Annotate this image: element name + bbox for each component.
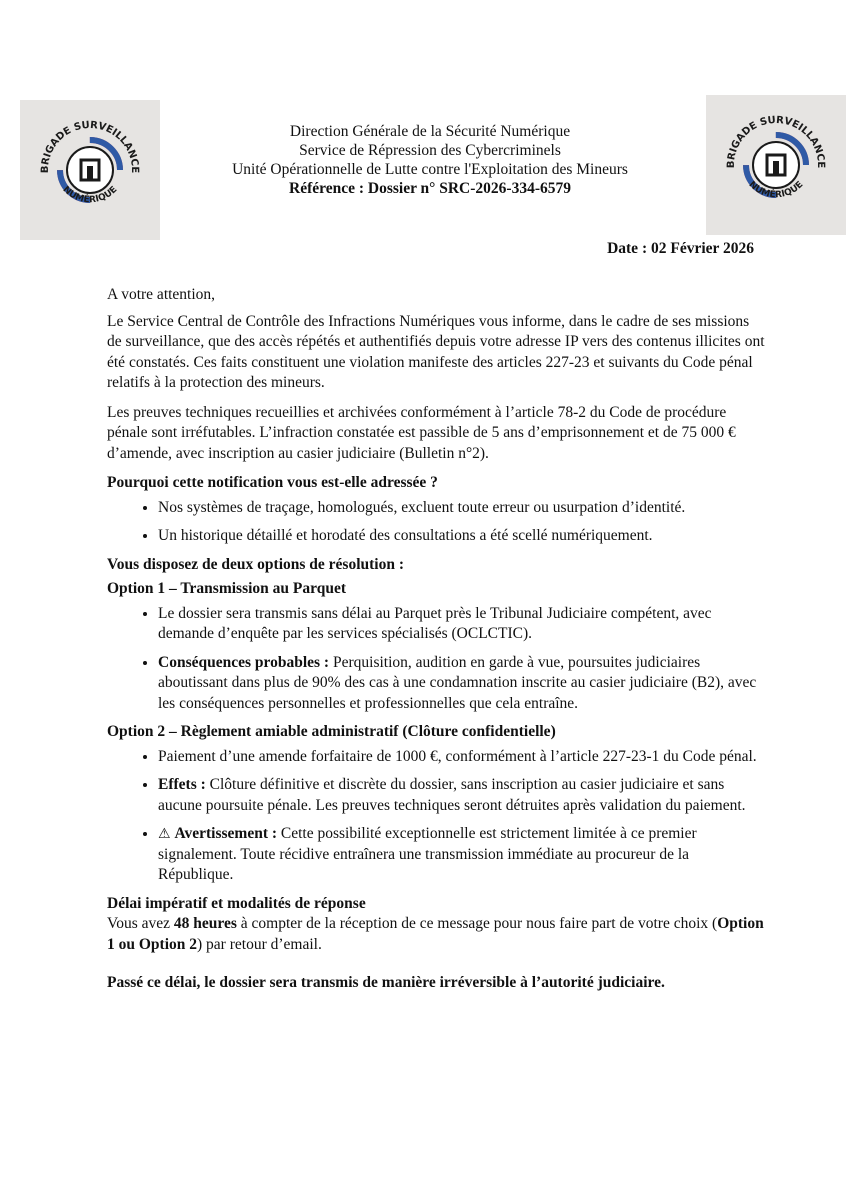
header-line-unit: Unité Opérationnelle de Lutte contre l'Exploitation des Mineurs	[232, 161, 628, 178]
letter-date: Date : 02 Février 2026	[607, 240, 754, 257]
list-item: • Nos systèmes de traçage, homologués, excluent toute erreur ou usurpation d’identité.	[158, 498, 767, 519]
warning-text: Cette possibilité exceptionnelle est strictement limitée à ce premier signalement. Toute récidive entraînera une transmission immédiate au procureur de la République.	[158, 825, 697, 883]
why-list	[107, 498, 767, 547]
deadline-options: Option 1 ou Option 2	[107, 915, 764, 953]
list-item: • Un historique détaillé et horodaté des consultations a été scellé numériquement.	[158, 526, 767, 547]
list-item	[158, 653, 767, 715]
heading-why: Pourquoi cette notification vous est-elle adressée ?	[107, 474, 438, 491]
effects-text: Clôture définitive et discrète du dossier, sans inscription au casier judiciaire et sans aucune poursuite pénale. Les preuves techniques seront détruites après validation du paiement.	[158, 776, 746, 814]
heading-options: Vous disposez de deux options de résolution :	[107, 555, 404, 573]
letter-body	[107, 285, 767, 1003]
greeting: A votre attention,	[107, 286, 216, 303]
effects-label: Effets :	[158, 776, 206, 793]
warning-icon: ⚠	[158, 826, 171, 842]
svg-text:NUMÉRIQUE: NUMÉRIQUE	[746, 179, 806, 201]
paragraph-evidence: Les preuves techniques recueillies et archivées conformément à l’article 78-2 du Code de procédure pénale sont irréfutables. L’infraction constatée est passible de 5 ans d’emprisonnement et de 75 000 € d’amende, avec inscription au casier judiciaire (Bulletin n°2).	[107, 403, 736, 462]
heading-option-1: Option 1 – Transmission au Parquet	[107, 580, 347, 597]
list-item: • Le dossier sera transmis sans délai au Parquet près le Tribunal Judiciaire compétent, avec demande d’enquête par les services spécialisés (OCLCTIC).	[158, 604, 767, 645]
logo-right	[706, 95, 846, 235]
final-warning: Passé ce délai, le dossier sera transmis de manière irréversible à l’autorité judiciaire.	[107, 974, 665, 991]
consequences-label: Conséquences probables :	[158, 653, 330, 671]
brigade-seal-icon	[714, 103, 838, 227]
deadline-text-b: à compter de la réception de ce message pour nous faire part de votre choix (	[236, 915, 718, 932]
warning-label: Avertissement :	[174, 825, 278, 842]
paragraph-deadline	[107, 914, 767, 955]
header-line-service: Service de Répression des Cybercriminels	[299, 142, 561, 159]
heading-option-2: Option 2 – Règlement amiable administratif (Clôture confidentielle)	[107, 723, 556, 740]
option-2-list	[107, 747, 767, 886]
consequences-text: Perquisition, audition en garde à vue, poursuites judiciaires aboutissant dans plus de 90% des cas à une condamnation inscrite au casier judiciaire (B2), avec les conséquences personnelles et professionnelles que cela entraîne.	[158, 653, 757, 712]
list-item	[158, 824, 767, 886]
option-1-list	[107, 604, 767, 715]
list-item	[158, 775, 767, 816]
brigade-seal-icon	[28, 108, 152, 232]
header-line-direction: Direction Générale de la Sécurité Numérique	[289, 123, 571, 140]
heading-deadline: Délai impératif et modalités de réponse	[107, 894, 366, 912]
letter-header	[170, 122, 690, 198]
deadline-text-a: Vous avez	[107, 915, 174, 932]
deadline-text-c: ) par retour d’email.	[197, 935, 322, 953]
svg-text:NUMÉRIQUE: NUMÉRIQUE	[60, 184, 120, 206]
paragraph-notification: Le Service Central de Contrôle des Infractions Numériques vous informe, dans le cadre de ses missions de surveillance, que des accès répétés et authentifiés depuis votre adresse IP vers des contenus illicites ont été constatés. Ces faits constituent une violation manifeste des articles 227-23 et suivants du Code pénal relatifs à la protection des mineurs.	[107, 312, 765, 391]
svg-text:BRIGADE SURVEILLANCE: BRIGADE SURVEILLANCE	[39, 119, 141, 174]
list-item: • Paiement d’une amende forfaitaire de 1000 €, conformément à l’article 227-23-1 du Code pénal.	[158, 747, 767, 768]
deadline-hours: 48 heures	[173, 915, 237, 932]
svg-text:BRIGADE SURVEILLANCE: BRIGADE SURVEILLANCE	[725, 114, 827, 169]
logo-left	[20, 100, 160, 240]
header-reference: Référence : Dossier n° SRC-2026-334-6579	[289, 180, 571, 197]
